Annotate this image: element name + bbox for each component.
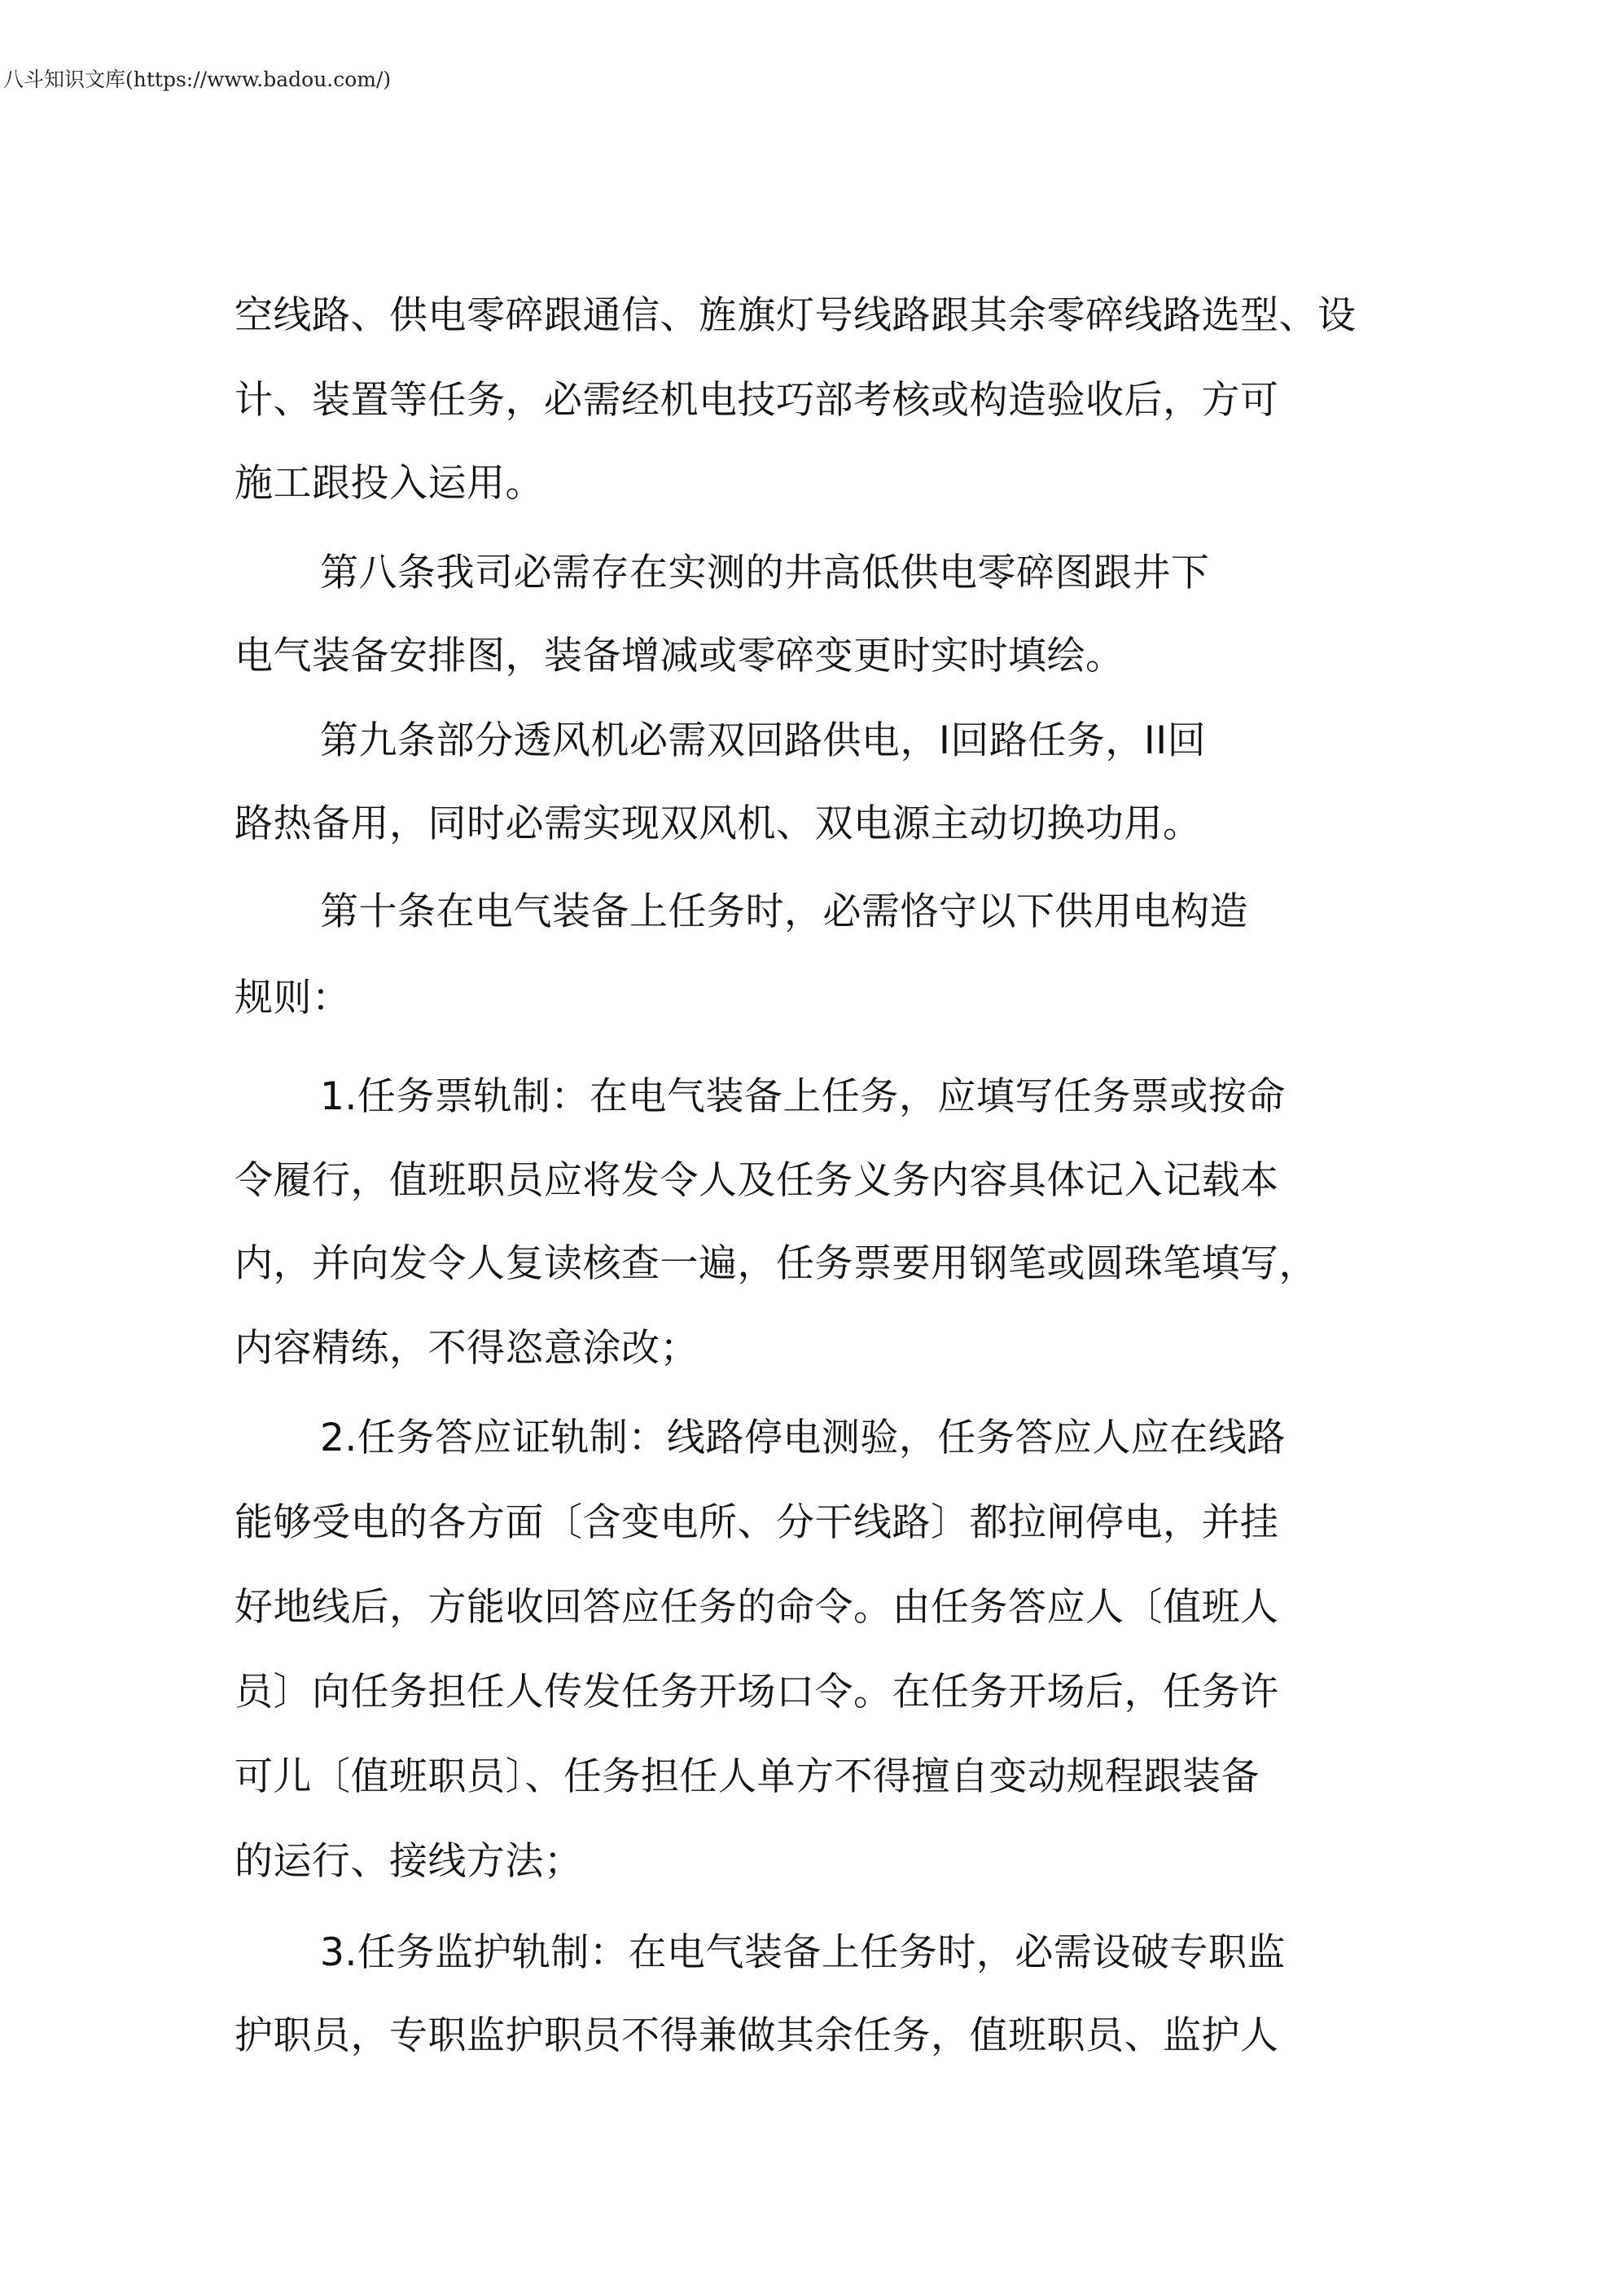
text-line: 内，并向发令人复读核查一遍，任务票要用钢笔或圆珠笔填写， [235,1241,1317,1286]
text-line: 电气装备安排图，装备增减或零碎变更时实时填绘。 [235,634,1124,678]
paragraph-article-9-line: 第九条部分透风机必需双回路供电，I回路任务，II回 [320,718,1207,763]
text-line: 令履行，值班职员应将发令人及任务义务内容具体记入记载本 [235,1158,1279,1203]
text-line: 计、装置等任务，必需经机电技巧部考核或构造验收后，方可 [235,378,1279,423]
text-line: 路热备用，同时必需实现双风机、双电源主动切换功用。 [235,801,1202,846]
watermark-source: 八斗知识文库(https://www.badou.com/) [3,68,392,91]
text-line: 施工跟投入运用。 [235,461,544,506]
list-item-1-line: 1.任务票轨制：在电气装备上任务，应填写任务票或按命 [320,1074,1286,1119]
list-item-3-line: 3.任务监护轨制：在电气装备上任务时，必需设破专职监 [320,1930,1286,1975]
text-line: 规则： [235,976,351,1021]
text-line: 空线路、供电零碎跟通信、旌旗灯号线路跟其余零碎线路选型、设 [235,293,1357,338]
paragraph-article-8-line: 第八条我司必需存在实测的井高低供电零碎图跟井下 [320,551,1210,595]
paragraph-article-10-line: 第十条在电气装备上任务时，必需恪守以下供用电构造 [320,889,1248,934]
text-line: 能够受电的各方面〔含变电所、分干线路〕都拉闸停电，并挂 [235,1500,1279,1545]
text-line: 内容精练，不得恣意涂改； [235,1326,699,1371]
list-item-2-line: 2.任务答应证轨制：线路停电测验，任务答应人应在线路 [320,1416,1286,1460]
text-line: 可儿〔值班职员〕、任务担任人单方不得擅自变动规程跟装备 [235,1754,1260,1799]
text-line: 的运行、接线方法； [235,1839,583,1884]
text-line: 员〕向任务担任人传发任务开场口令。在任务开场后，任务许 [235,1670,1279,1714]
text-line: 护职员，专职监护职员不得兼做其余任务，值班职员、监护人 [235,2013,1279,2058]
text-line: 好地线后，方能收回答应任务的命令。由任务答应人〔值班人 [235,1585,1279,1630]
